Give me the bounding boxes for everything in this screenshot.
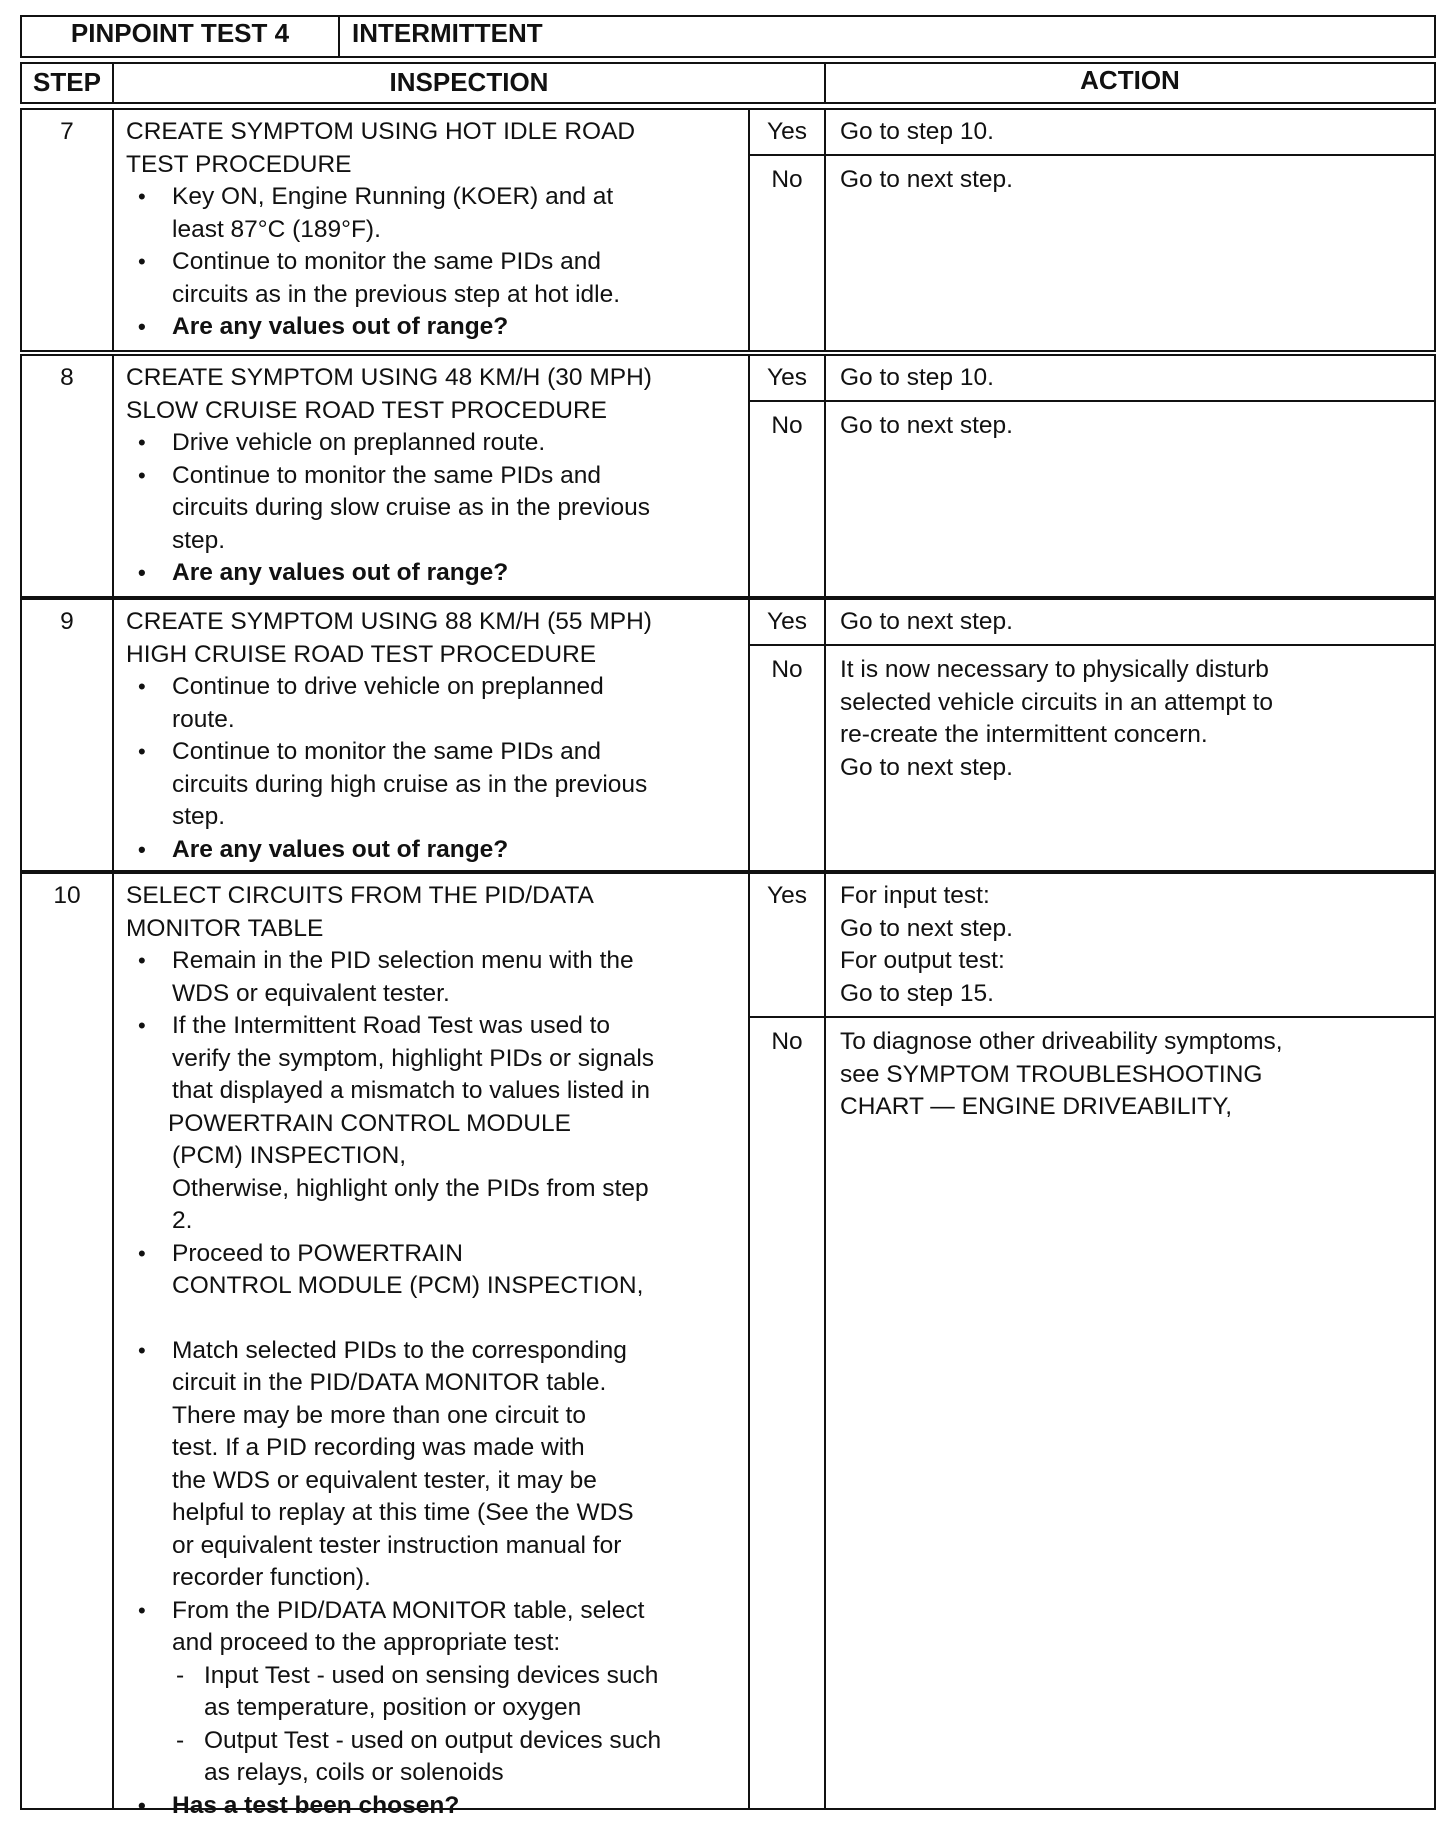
bullet-item: • From the PID/DATA MONITOR table, select and proceed to the appropriate test: - Input Test - used on sensing devices such as temperature, position or oxygen - Output Test - used on output devices such as relays, coils or solenoids	[124, 1595, 746, 1790]
step-9-inspection	[126, 606, 746, 866]
step-title-line: MONITOR TABLE	[126, 914, 324, 942]
step-title-line: SLOW CRUISE ROAD TEST PROCEDURE	[126, 396, 608, 424]
step-question: • Are any values out of range?	[124, 557, 746, 590]
column-header-step: STEP	[33, 67, 101, 97]
no-action: It is now necessary to physically disturb selected vehicle circuits in an attempt to re-create the intermittent concern. Go to next step.	[840, 656, 1274, 781]
no-action: To diagnose other driveability symptoms, see SYMPTOM TROUBLESHOOTING CHART — ENGINE DRIVEABILITY,	[840, 1028, 1283, 1120]
step-title-line: CREATE SYMPTOM USING HOT IDLE ROAD	[126, 118, 636, 145]
no-label: No	[771, 1028, 803, 1055]
yes-action: For input test: Go to next step. For output test: Go to step 15.	[840, 882, 1013, 1007]
bullet-item: • Drive vehicle on preplanned route.	[124, 427, 746, 460]
step-10-no-cell	[748, 1016, 826, 1810]
step-title-line: TEST PROCEDURE	[126, 150, 352, 178]
dash-item: - Input Test - used on sensing devices such as temperature, position or oxygen	[172, 1660, 746, 1725]
no-label: No	[771, 412, 803, 439]
step-title-line: SELECT CIRCUITS FROM THE PID/DATA	[126, 882, 594, 909]
yes-label: Yes	[767, 364, 807, 391]
bullet-item: • If the Intermittent Road Test was used to verify the symptom, highlight PIDs or signals that displayed a mismatch to values listed in POWERTRAIN CONTROL MODULE (PCM) INSPECTION, Otherwise, highlight only the PIDs from step 2.	[124, 1010, 746, 1238]
test-label: PINPOINT TEST 4	[70, 18, 290, 48]
bullet-item: • Continue to monitor the same PIDs and circuits during slow cruise as in the previous step.	[124, 460, 746, 558]
step-question: • Has a test been chosen?	[124, 1790, 746, 1823]
step-number: 9	[60, 608, 74, 635]
bullet-item: • Key ON, Engine Running (KOER) and at least 87°C (189°F).	[124, 181, 746, 246]
step-10-inspection	[126, 880, 746, 1822]
yes-label: Yes	[767, 882, 807, 909]
step-title-line: CREATE SYMPTOM USING 48 KM/H (30 MPH)	[126, 364, 652, 391]
test-name: INTERMITTENT	[352, 18, 543, 48]
step-number: 7	[60, 118, 74, 145]
step-10-no-action-cell	[824, 1016, 1436, 1810]
step-number: 8	[60, 364, 74, 391]
bullet-item: • Proceed to POWERTRAIN CONTROL MODULE (PCM) INSPECTION,	[124, 1238, 746, 1303]
bullet-item: • Continue to monitor the same PIDs and circuits during high cruise as in the previous step.	[124, 736, 746, 834]
no-label: No	[771, 656, 803, 683]
bullet-item: • Match selected PIDs to the corresponding circuit in the PID/DATA MONITOR table. There may be more than one circuit to test. If a PID recording was made with the WDS or equivalent tester, it may be helpful to replay at this time (See the WDS or equivalent tester instruction manual for recorder function).	[124, 1335, 746, 1595]
step-number: 10	[53, 882, 81, 909]
column-header-action: ACTION	[1080, 65, 1180, 95]
no-action: Go to next step.	[840, 412, 1013, 439]
bullet-item: • Continue to drive vehicle on preplanned route.	[124, 671, 746, 736]
step-10-num-cell	[20, 872, 114, 1810]
bullet-item: • Remain in the PID selection menu with the WDS or equivalent tester.	[124, 945, 746, 1010]
yes-label: Yes	[767, 118, 807, 145]
step-7-inspection	[126, 116, 746, 344]
yes-action: Go to step 10.	[840, 118, 994, 145]
column-header-inspection: INSPECTION	[389, 67, 549, 97]
no-label: No	[771, 166, 803, 193]
step-title-line: CREATE SYMPTOM USING 88 KM/H (55 MPH)	[126, 608, 652, 635]
step-9-num-cell	[20, 598, 114, 872]
bullet-item: • Continue to monitor the same PIDs and circuits as in the previous step at hot idle.	[124, 246, 746, 311]
yes-label: Yes	[767, 608, 807, 635]
dash-item: - Output Test - used on output devices such as relays, coils or solenoids	[172, 1725, 746, 1790]
yes-action: Go to next step.	[840, 608, 1013, 635]
yes-action: Go to step 10.	[840, 364, 994, 391]
step-question: • Are any values out of range?	[124, 834, 746, 867]
step-8-inspection	[126, 362, 746, 590]
step-title-line: HIGH CRUISE ROAD TEST PROCEDURE	[126, 640, 597, 668]
step-question: • Are any values out of range?	[124, 311, 746, 344]
no-action: Go to next step.	[840, 166, 1013, 193]
